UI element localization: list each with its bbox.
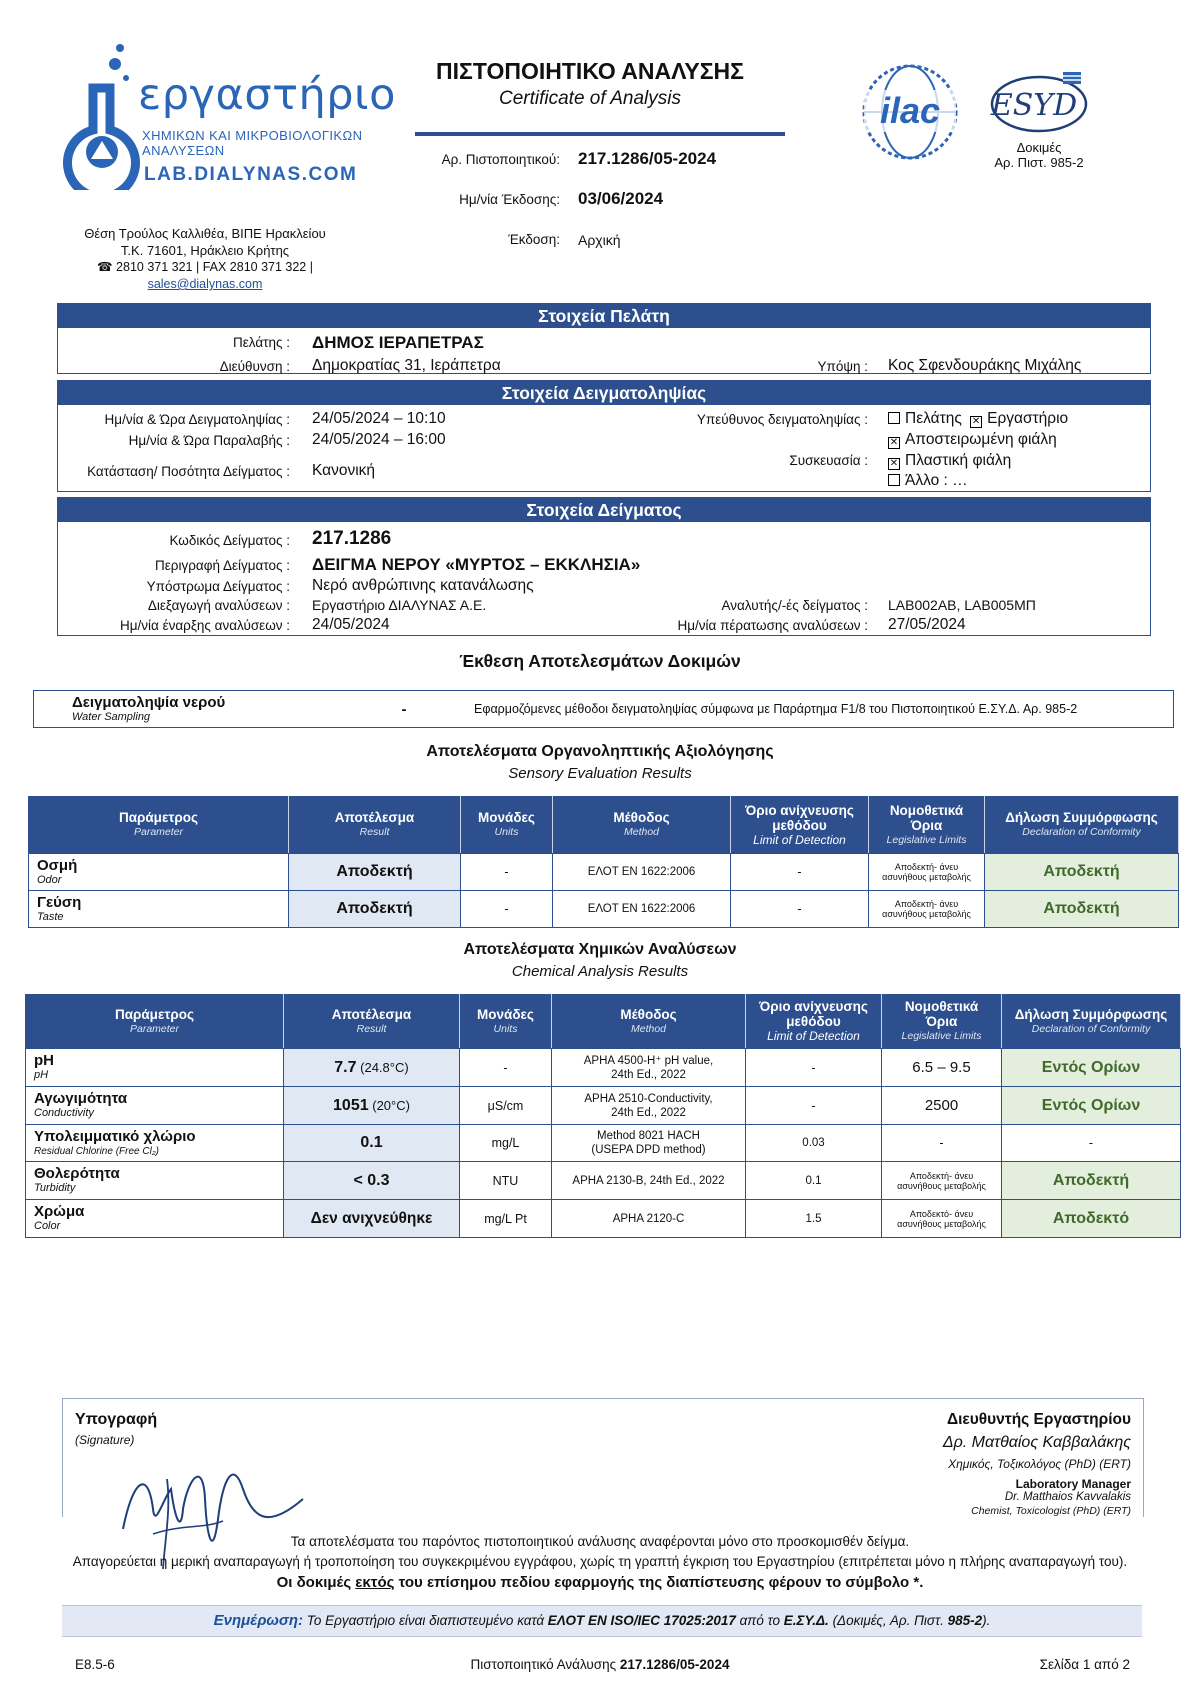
col-legislative: Νομοθετικά Όρια Legislative Limits — [882, 995, 1002, 1049]
manager-name: Δρ. Ματθαίος Καββαλάκης — [942, 1434, 1131, 1451]
logo-subtitle-line1: ΧΗΜΙΚΩΝ ΚΑΙ ΜΙΚΡΟΒΙΟΛΟΓΙΚΩΝ — [142, 128, 363, 143]
chemical-table — [25, 994, 1181, 1238]
analysts-label: Αναλυτής/-ές δείγματος : — [721, 598, 868, 613]
lod-cell: 0.03 — [746, 1125, 882, 1162]
address-label: Διεύθυνση : — [219, 359, 290, 374]
result-cell: 1051 (20°C) — [284, 1087, 460, 1125]
client-checkbox[interactable] — [888, 412, 900, 424]
col-conformity: Δήλωση Συμμόρφωσης Declaration of Conformity — [985, 797, 1179, 854]
plastic-option — [888, 452, 1011, 470]
result-cell: 7.7 (24.8°C) — [284, 1049, 460, 1087]
esyd-logo — [984, 72, 1094, 172]
table-row — [26, 1087, 1181, 1125]
col-conformity: Δήλωση Συμμόρφωσης Declaration of Conformity — [1002, 995, 1181, 1049]
issue-date-label: Ημ/νία Έκδοσης: — [459, 192, 560, 207]
units-cell: mg/L — [460, 1125, 552, 1162]
conformity-cell: Εντός Ορίων — [1002, 1049, 1181, 1087]
units-cell: - — [461, 891, 553, 928]
address-line2: Τ.Κ. 71601, Ηράκλειο Κρήτης — [120, 243, 290, 258]
signature-box — [62, 1398, 1144, 1517]
manager-name-en: Dr. Matthaios Kavvalakis — [1004, 1491, 1131, 1503]
sample-section — [57, 497, 1151, 636]
update-label: Ενημέρωση: — [213, 1612, 304, 1629]
sterile-option — [888, 431, 1057, 449]
lod-cell: - — [746, 1049, 882, 1087]
method-cell: ΕΛΟΤ ΕΝ 1622:2006 — [553, 891, 731, 928]
client-name: ΔΗΜΟΣ ΙΕΡΑΠΕΤΡΑΣ — [312, 333, 484, 352]
esyd-line1: Δοκιμές — [1016, 140, 1062, 155]
lod-cell: - — [731, 854, 869, 891]
param-conductivity: Αγωγιμότητα Conductivity — [26, 1087, 284, 1125]
sample-code: 217.1286 — [312, 528, 392, 549]
conformity-cell: Εντός Ορίων — [1002, 1087, 1181, 1125]
report-title: Έκθεση Αποτελεσμάτων Δοκιμών — [459, 651, 741, 671]
condition: Κανονική — [312, 462, 376, 479]
client-heading: Στοιχεία Πελάτη — [58, 304, 1150, 328]
param-taste: Γεύση Taste — [29, 891, 289, 928]
matrix-label: Υπόστρωμα Δείγματος : — [146, 579, 290, 594]
edition: Αρχική — [578, 232, 621, 248]
table-row — [26, 1125, 1181, 1162]
sampling-section — [57, 380, 1151, 492]
result-cell: 0.1 — [284, 1125, 460, 1162]
responsible-options — [888, 410, 1068, 428]
flask-icon — [60, 40, 140, 190]
water-sampling-result: - — [401, 701, 407, 718]
manager-title: Διευθυντής Εργαστηρίου — [946, 1411, 1131, 1428]
col-result: Αποτέλεσμα Result — [289, 797, 461, 854]
receipt-date: 24/05/2024 – 16:00 — [312, 431, 446, 448]
param-residual-chlorine: Υπολειμματικό χλώριο Residual Chlorine (Free Cl₂) — [26, 1125, 284, 1162]
attention: Κος Σφενδουράκης Μιχάλης — [888, 357, 1082, 374]
param-turbidity: Θολερότητα Turbidity — [26, 1162, 284, 1200]
phone-fax: ☎ 2810 371 321 | FAX 2810 371 322 | — [97, 260, 313, 274]
col-legislative: Νομοθετικά Όρια Legislative Limits — [869, 797, 985, 854]
sample-heading: Στοιχεία Δείγματος — [58, 498, 1150, 522]
client-section — [57, 303, 1151, 374]
limit-cell: Αποδεκτή- άνευ ασυνήθους μεταβολής — [869, 854, 985, 891]
opt-client: Πελάτης — [905, 410, 962, 427]
param-odor: Οσμή Odor — [29, 854, 289, 891]
client-address: Δημοκρατίας 31, Ιεράπετρα — [312, 357, 501, 374]
pack-other: Άλλο : … — [905, 472, 968, 489]
ilac-text: ilac — [864, 90, 956, 132]
result-cell: Αποδεκτή — [289, 854, 461, 891]
sampling-heading: Στοιχεία Δειγματοληψίας — [58, 381, 1150, 405]
cert-no-label: Αρ. Πιστοποιητικού: — [441, 152, 560, 167]
water-sampling-en: Water Sampling — [72, 711, 151, 723]
other-checkbox[interactable] — [888, 474, 900, 486]
sampling-date: 24/05/2024 – 10:10 — [312, 410, 446, 427]
condition-label: Κατάσταση/ Ποσότητα Δείγματος : — [87, 464, 290, 479]
page-number: Σελίδα 1 από 2 — [1039, 1657, 1130, 1672]
method-cell: APHA 2510-Conductivity, 24th Ed., 2022 — [552, 1087, 746, 1125]
param-ph: pH pH — [26, 1049, 284, 1087]
lod-cell: - — [746, 1087, 882, 1125]
manager-title-en: Laboratory Manager — [1015, 1477, 1131, 1491]
lab-address — [60, 225, 350, 293]
handwritten-signature — [93, 1439, 353, 1569]
logo-subtitle-line2: ΑΝΑΛΥΣΕΩΝ — [142, 143, 225, 158]
units-cell: mg/L Pt — [460, 1200, 552, 1238]
issue-date: 03/06/2024 — [578, 189, 664, 208]
signature-label-en: (Signature) — [75, 1433, 135, 1447]
col-units: Μονάδες Units — [461, 797, 553, 854]
conformity-cell: Αποδεκτό — [1002, 1200, 1181, 1238]
lod-cell: 0.1 — [746, 1162, 882, 1200]
sensory-subtitle: Sensory Evaluation Results — [508, 765, 692, 782]
packaging-label: Συσκευασία : — [789, 453, 868, 468]
logo-subtitle — [142, 128, 362, 158]
plastic-checkbox[interactable]: ✕ — [889, 458, 899, 469]
limit-cell: Αποδεκτό- άνευ ασυνήθους μεταβολής — [882, 1200, 1002, 1238]
conformity-cell: Αποδεκτή — [985, 854, 1179, 891]
col-method: Μέθοδος Method — [553, 797, 731, 854]
end-label: Ημ/νία πέρατωσης αναλύσεων : — [677, 618, 868, 633]
conformity-cell: - — [1002, 1125, 1181, 1162]
result-cell: < 0.3 — [284, 1162, 460, 1200]
method-cell: APHA 2120-C — [552, 1200, 746, 1238]
analysts: LAB002AB, LAB005ΜΠ — [888, 597, 1036, 613]
email-link[interactable]: sales@dialynas.com — [147, 277, 263, 291]
param-color: Χρώμα Color — [26, 1200, 284, 1238]
units-cell: μS/cm — [460, 1087, 552, 1125]
footer-note2: Απαγορεύεται η μερική αναπαραγωγή ή τροποποίηση του συγκεκριμένου εγγράφου, χωρίς τη γραπτή έγκριση του Εργαστηρίου (επιτρέπεται μόνο η πλήρης αναπαραγωγή του). — [72, 1554, 1128, 1569]
units-cell: NTU — [460, 1162, 552, 1200]
col-method: Μέθοδος Method — [552, 995, 746, 1049]
accreditation-banner: Ενημέρωση: Το Εργαστήριο είναι διαπιστευμένο κατά ΕΛΟΤ EN ISO/IEC 17025:2017 από το Ε.ΣΥ.Δ. (Δοκιμές, Αρ. Πιστ. 985-2). — [62, 1605, 1142, 1637]
sensory-title: Αποτελέσματα Οργανοληπτικής Αξιολόγησης — [426, 743, 774, 760]
page-subtitle: Certificate of Analysis — [499, 88, 681, 109]
limit-cell: Αποδεκτή- άνευ ασυνήθους μεταβολής — [882, 1162, 1002, 1200]
footer-cert-ref: Πιστοποιητικό Ανάλυσης 217.1286/05-2024 — [470, 1657, 730, 1672]
lod-cell: - — [731, 891, 869, 928]
lab-checkbox[interactable]: ✕ — [971, 416, 981, 427]
end-date: 27/05/2024 — [888, 616, 966, 633]
title-underline — [415, 132, 785, 136]
ilac-logo — [860, 62, 960, 162]
lod-cell: 1.5 — [746, 1200, 882, 1238]
esyd-line2: Αρ. Πιστ. 985-2 — [994, 155, 1084, 170]
start-label: Ημ/νία έναρξης αναλύσεων : — [120, 618, 290, 633]
water-sampling-note: Εφαρμοζόμενες μέθοδοι δειγματοληψίας σύμφωνα με Παράρτημα F1/8 του Πιστοποιητικού Ε.ΣΥ.Δ. Αρ. 985-2 — [474, 702, 1078, 716]
logo-url[interactable]: LAB.DIALYNAS.COM — [144, 164, 358, 185]
page-title: ΠΙΣΤΟΠΟΙΗΤΙΚΟ ΑΝΑΛΥΣΗΣ — [436, 58, 744, 84]
logo-word: εργαστήριο — [138, 70, 396, 120]
water-sampling-name — [72, 694, 225, 723]
limit-cell: 6.5 – 9.5 — [882, 1049, 1002, 1087]
units-cell: - — [461, 854, 553, 891]
address-line1: Θέση Τρούλος Καλλιθέα, ΒΙΠΕ Ηρακλείου — [84, 226, 326, 241]
chemical-title: Αποτελέσματα Χημικών Αναλύσεων — [463, 941, 737, 958]
pack-plastic: Πλαστική φιάλη — [905, 452, 1012, 469]
result-cell: Αποδεκτή — [289, 891, 461, 928]
manager-role: Χημικός, Τοξικολόγος (PhD) (ERT) — [948, 1457, 1131, 1471]
conformity-cell: Αποδεκτή — [985, 891, 1179, 928]
result-cell: Δεν ανιχνεύθηκε — [284, 1200, 460, 1238]
method-cell: APHA 2130-B, 24th Ed., 2022 — [552, 1162, 746, 1200]
sampling-date-label: Ημ/νία & Ώρα Δειγματοληψίας : — [104, 412, 290, 427]
sterile-checkbox[interactable]: ✕ — [889, 437, 899, 448]
limit-cell: - — [882, 1125, 1002, 1162]
performed-label: Διεξαγωγή αναλύσεων : — [147, 598, 290, 613]
responsible-label: Υπεύθυνος δειγματοληψίας : — [696, 412, 868, 427]
method-cell: APHA 4500-H⁺ pH value, 24th Ed., 2022 — [552, 1049, 746, 1087]
attention-label: Υπόψη : — [817, 359, 868, 374]
sample-matrix: Νερό ανθρώπινης κατανάλωσης — [312, 577, 534, 594]
col-parameter: Παράμετρος Parameter — [26, 995, 284, 1049]
lab-logo — [60, 40, 396, 190]
method-cell: ΕΛΟΤ ΕΝ 1622:2006 — [553, 854, 731, 891]
sensory-table — [28, 796, 1179, 928]
col-parameter: Παράμετρος Parameter — [29, 797, 289, 854]
receipt-label: Ημ/νία & Ώρα Παραλαβής : — [128, 433, 290, 448]
table-row — [29, 891, 1179, 928]
pack-sterile: Αποστειρωμένη φιάλη — [905, 431, 1057, 448]
table-row — [29, 854, 1179, 891]
start-date: 24/05/2024 — [312, 616, 390, 633]
desc-label: Περιγραφή Δείγματος : — [155, 558, 290, 573]
water-sampling-row — [33, 690, 1174, 728]
water-sampling-gr: Δειγματοληψία νερού — [72, 694, 226, 711]
chemical-subtitle: Chemical Analysis Results — [511, 963, 689, 980]
esyd-text: ESYD — [990, 88, 1078, 123]
sample-desc: ΔΕΙΓΜΑ ΝΕΡΟΥ «ΜΥΡΤΟΣ – ΕΚΚΛΗΣΙΑ» — [312, 555, 641, 574]
footer-note1: Τα αποτελέσματα του παρόντος πιστοποιητικού ανάλυσης αναφέρονται μόνο στο προσκομισθέν δείγμα. — [290, 1534, 910, 1549]
contact-line — [60, 259, 350, 293]
doc-code: E8.5-6 — [75, 1657, 115, 1672]
table-row — [26, 1162, 1181, 1200]
limit-cell: Αποδεκτή- άνευ ασυνήθους μεταβολής — [869, 891, 985, 928]
col-units: Μονάδες Units — [460, 995, 552, 1049]
method-cell: Method 8021 HACH (USEPA DPD method) — [552, 1125, 746, 1162]
units-cell: - — [460, 1049, 552, 1087]
other-option — [888, 472, 968, 490]
cert-no: 217.1286/05-2024 — [578, 149, 717, 168]
signature-label: Υπογραφή — [75, 1411, 158, 1428]
limit-cell: 2500 — [882, 1087, 1002, 1125]
opt-lab: Εργαστήριο — [987, 410, 1069, 427]
performed: Εργαστήριο ΔΙΑΛΥΝΑΣ Α.Ε. — [312, 597, 487, 613]
code-label: Κωδικός Δείγματος : — [169, 533, 290, 548]
col-lod: Όριο ανίχνευσης μεθόδου Limit of Detection — [731, 797, 869, 854]
table-row — [26, 1200, 1181, 1238]
chemical-header-row — [26, 995, 1181, 1049]
conformity-cell: Αποδεκτή — [1002, 1162, 1181, 1200]
col-lod: Όριο ανίχνευσης μεθόδου Limit of Detection — [746, 995, 882, 1049]
col-result: Αποτέλεσμα Result — [284, 995, 460, 1049]
table-row — [26, 1049, 1181, 1087]
sensory-header-row — [29, 797, 1179, 854]
manager-role-en: Chemist, Toxicologist (PhD) (ERT) — [971, 1505, 1131, 1517]
edition-label: Έκδοση: — [508, 232, 560, 247]
footer-note3: Οι δοκιμές εκτός του επίσημου πεδίου εφαρμογής της διαπίστευσης φέρουν το σύμβολο *. — [276, 1574, 924, 1591]
client-label: Πελάτης : — [233, 335, 290, 350]
